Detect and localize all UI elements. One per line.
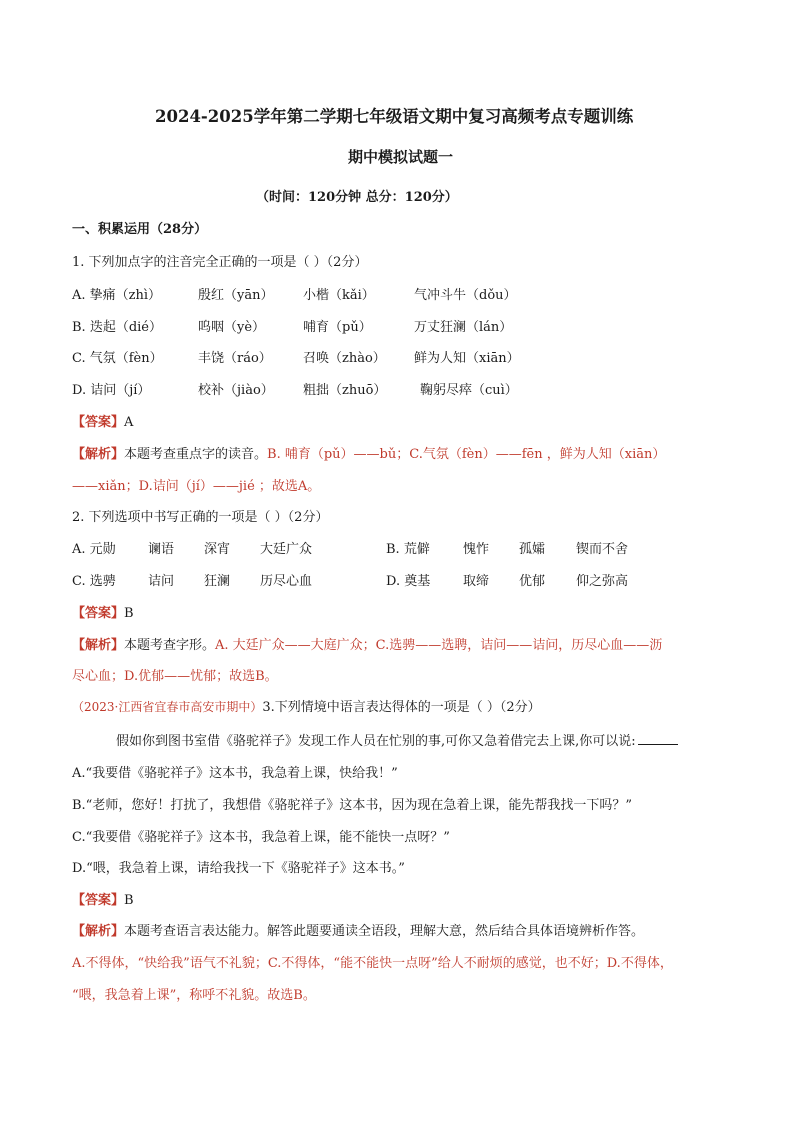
q2-option-d-2: 取缔: [463, 574, 490, 589]
answer-label: 【答案】: [72, 606, 125, 621]
q2-option-c-2: 诘问: [148, 574, 175, 589]
q2-option-a-3: 深宵: [204, 542, 231, 557]
answer-value: B: [124, 606, 134, 621]
q2-analysis: [72, 634, 662, 653]
q1-option-c: C. 气氛（fèn）: [72, 351, 163, 366]
answer-value: A: [124, 415, 134, 430]
q2-option-a-2: 谰语: [148, 542, 175, 557]
q2-option-b-2: 愧怍: [463, 542, 490, 557]
q2-stem: 2. 下列选项中书写正确的一项是（ ）（2分）: [72, 510, 329, 525]
q1-option-b-3: 哺育（pǔ）: [303, 320, 372, 335]
exam-time-info: （时间：120分钟 总分：120分）: [256, 190, 458, 205]
q1-option-a-4: 气冲斗牛（dǒu）: [414, 288, 517, 303]
q3-context-text: 假如你到图书室借《骆驼祥子》发现工作人员在忙别的事,可你又急着借完去上课,你可以说:: [116, 734, 636, 749]
analysis-intro: 本题考查语言表达能力。解答此题要通读全语段，理解大意，然后结合具体语境辨析作答。: [124, 924, 645, 939]
answer-label: 【答案】: [72, 415, 125, 430]
q3-analysis: [72, 920, 644, 939]
q1-option-d: D. 诘问（jí）: [72, 383, 151, 398]
q2-option-d-4: 仰之弥高: [576, 574, 629, 589]
q3-stem: 3.下列情境中语言表达得体的一项是（ ）（2分）: [262, 700, 541, 715]
answer-label: 【答案】: [72, 893, 125, 908]
q1-option-c-4: 鲜为人知（xiān）: [414, 351, 520, 366]
q3-source: （2023·江西省宜春市高安市期中）: [72, 700, 263, 714]
section-heading: 一、积累运用（28分）: [72, 222, 208, 237]
q2-option-d: D. 奠基: [386, 574, 431, 589]
q1-option-d-4: 鞠躬尽瘁（cuì）: [420, 383, 518, 398]
q3-option-d: D.“喂，我急着上课，请给我找一下《骆驼祥子》这本书。”: [72, 861, 405, 876]
q1-option-a: A. 挚痛（zhì）: [72, 288, 162, 303]
q1-analysis: [72, 443, 665, 462]
analysis-label: 【解析】: [72, 924, 125, 939]
answer-value: B: [124, 893, 134, 908]
q1-option-c-2: 丰饶（ráo）: [198, 351, 272, 366]
q3-answer: [72, 889, 134, 908]
q1-option-d-3: 粗拙（zhuō）: [303, 383, 387, 398]
q2-option-a: A. 元勋: [72, 542, 116, 557]
document-subtitle: 期中模拟试题一: [348, 148, 454, 166]
q2-option-b-3: 孤孀: [519, 542, 546, 557]
q3-header: [72, 696, 541, 715]
q1-analysis-cont: ——xiǎn；D.诘问（jí）——jié ；故选A。: [72, 479, 321, 494]
q1-option-d-2: 校补（jiào）: [198, 383, 274, 398]
q3-analysis-detail: A.不得体，“快给我”语气不礼貌；C.不得体，“能不能快一点呀”给人不耐烦的感觉，也不好；D.不得体，: [72, 956, 673, 971]
q3-option-c: C.“我要借《骆驼祥子》这本书，我急着上课，能不能快一点呀？”: [72, 830, 450, 845]
q3-option-b: B.“老师，您好！打扰了，我想借《骆驼祥子》这本书，因为现在急着上课，能先帮我找一下吗？”: [72, 798, 632, 813]
q2-option-a-4: 大廷广众: [260, 542, 313, 557]
q2-option-d-3: 优郁: [519, 574, 546, 589]
document-title: 2024-2025学年第二学期七年级语文期中复习高频考点专题训练: [155, 107, 634, 126]
q2-option-c-4: 历尽心血: [260, 574, 313, 589]
q3-option-a: A.“我要借《骆驼祥子》这本书，我急着上课，快给我！”: [72, 766, 398, 781]
q1-option-a-2: 殷红（yān）: [198, 288, 274, 303]
analysis-detail: A. 大廷广众——大庭广众；C.选骋——选聘，诘问——诘问，历尽心血——沥: [215, 638, 663, 653]
q2-option-b-4: 锲而不舍: [576, 542, 629, 557]
q3-context: [116, 730, 678, 749]
q2-analysis-cont: 尽心血；D.优郁——忧郁；故选B。: [72, 669, 278, 684]
q1-option-b: B. 迭起（dié）: [72, 320, 162, 335]
q2-option-b: B. 荒僻: [386, 542, 430, 557]
q1-option-c-3: 召唤（zhào）: [303, 351, 386, 366]
q1-answer: [72, 411, 133, 430]
analysis-intro: 本题考查字形。: [124, 638, 216, 653]
analysis-intro: 本题考查重点字的读音。: [124, 447, 268, 462]
q1-stem: 1. 下列加点字的注音完全正确的一项是（ ）（2分）: [72, 255, 368, 270]
q2-option-c: C. 选骋: [72, 574, 116, 589]
q2-option-c-3: 狂澜: [204, 574, 231, 589]
q1-option-b-2: 呜咽（yè）: [198, 320, 266, 335]
q1-option-a-3: 小楷（kǎi）: [303, 288, 375, 303]
analysis-label: 【解析】: [72, 638, 125, 653]
analysis-label: 【解析】: [72, 447, 125, 462]
analysis-detail: B. 哺育（pǔ）——bǔ；C.气氛（fèn）——fēn ，鲜为人知（xiān）: [267, 447, 666, 462]
q2-answer: [72, 602, 134, 621]
q3-analysis-cont: “喂，我急着上课”，称呼不礼貌。故选B。: [72, 988, 316, 1003]
answer-blank: [638, 734, 678, 745]
q1-option-b-4: 万丈狂澜（lán）: [414, 320, 513, 335]
